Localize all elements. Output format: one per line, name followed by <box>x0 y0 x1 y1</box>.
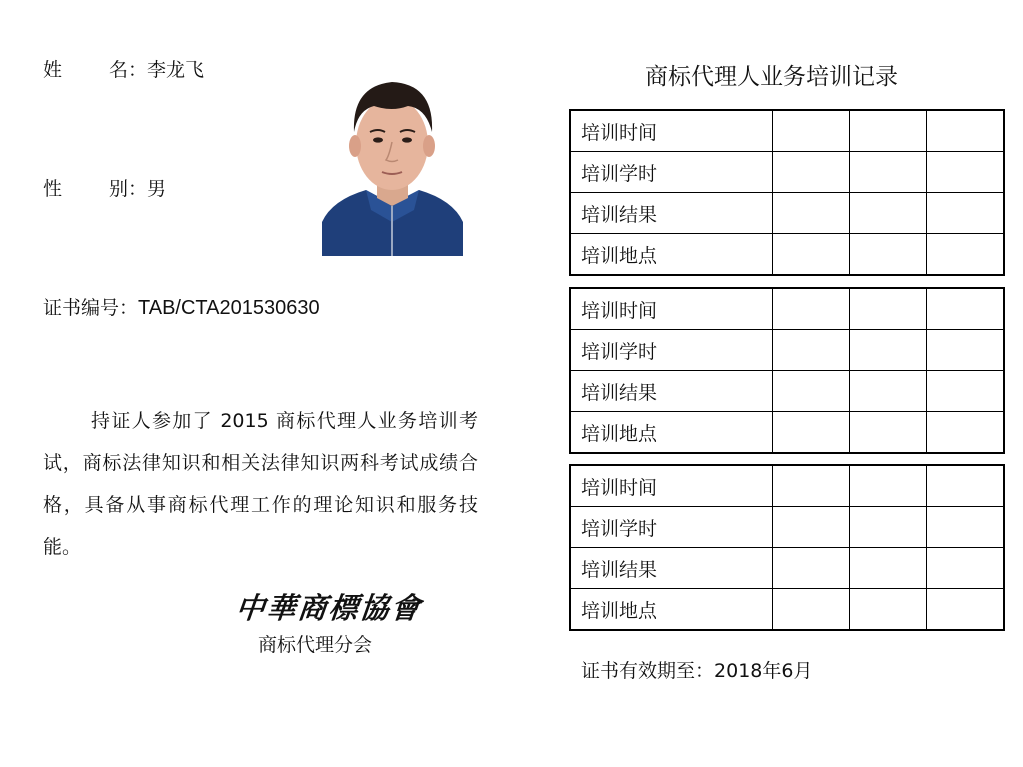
table-row <box>570 589 1004 631</box>
blank-cell <box>773 193 850 234</box>
blank-cell <box>773 412 850 454</box>
validity-line <box>581 656 812 683</box>
row-label: 培训结果 <box>570 371 773 412</box>
blank-cell <box>850 152 927 193</box>
blank-cell <box>850 193 927 234</box>
blank-cell <box>926 193 1004 234</box>
blank-cell <box>926 234 1004 276</box>
blank-cell <box>773 589 850 631</box>
row-label: 培训学时 <box>570 507 773 548</box>
row-label: 培训时间 <box>570 465 773 507</box>
certificate-number-label: 证书编号： <box>43 297 139 319</box>
blank-cell <box>926 465 1004 507</box>
blank-cell <box>926 589 1004 631</box>
table-row <box>570 193 1004 234</box>
row-label: 培训时间 <box>570 110 773 152</box>
blank-cell <box>850 234 927 276</box>
gender-label-2: 别： <box>109 178 148 200</box>
row-label: 培训地点 <box>570 234 773 276</box>
blank-cell <box>850 589 927 631</box>
blank-cell <box>926 288 1004 330</box>
portrait-illustration <box>322 72 463 256</box>
name-value: 李龙飞 <box>147 59 205 81</box>
gender-value: 男 <box>147 178 167 200</box>
validity-label: 证书有效期至： <box>581 660 715 682</box>
table-row <box>570 548 1004 589</box>
blank-cell <box>773 110 850 152</box>
issuer-branch: 商标代理分会 <box>258 634 373 656</box>
blank-cell <box>850 288 927 330</box>
training-record-table-2 <box>569 287 1005 454</box>
portrait-photo <box>322 72 463 256</box>
row-label: 培训地点 <box>570 412 773 454</box>
blank-cell <box>850 330 927 371</box>
table-row <box>570 371 1004 412</box>
certificate-number-field <box>43 296 320 320</box>
blank-cell <box>926 330 1004 371</box>
blank-cell <box>773 234 850 276</box>
table-row <box>570 412 1004 454</box>
blank-cell <box>926 371 1004 412</box>
name-field <box>43 58 204 82</box>
row-label: 培训时间 <box>570 288 773 330</box>
blank-cell <box>773 371 850 412</box>
blank-cell <box>926 152 1004 193</box>
row-label: 培训结果 <box>570 193 773 234</box>
row-label: 培训地点 <box>570 589 773 631</box>
name-label-1: 姓 <box>43 59 63 81</box>
blank-cell <box>926 110 1004 152</box>
name-label-2: 名： <box>109 59 148 81</box>
blank-cell <box>850 507 927 548</box>
blank-cell <box>773 548 850 589</box>
blank-cell <box>850 371 927 412</box>
certificate-number-value: TAB/CTA201530630 <box>138 297 320 319</box>
table-row <box>570 465 1004 507</box>
blank-cell <box>850 412 927 454</box>
blank-cell <box>773 330 850 371</box>
table-row <box>570 110 1004 152</box>
blank-cell <box>850 548 927 589</box>
validity-date: 2018年6月 <box>714 660 813 682</box>
blank-cell <box>773 465 850 507</box>
gender-label-1: 性 <box>43 178 63 200</box>
row-label: 培训学时 <box>570 330 773 371</box>
training-record-title: 商标代理人业务培训记录 <box>645 64 898 90</box>
table-row <box>570 288 1004 330</box>
table-row <box>570 507 1004 548</box>
blank-cell <box>773 152 850 193</box>
blank-cell <box>926 412 1004 454</box>
training-record-table-3 <box>569 464 1005 631</box>
issuer-calligraphy-logo: 中華商標協會 <box>234 591 424 625</box>
row-label: 培训学时 <box>570 152 773 193</box>
training-record-table-1 <box>569 109 1005 276</box>
table-row <box>570 234 1004 276</box>
blank-cell <box>773 288 850 330</box>
gender-field <box>43 177 166 201</box>
certificate-statement: 持证人参加了 2015 商标代理人业务培训考试，商标法律知识和相关法律知识两科考试成绩合格，具备从事商标代理工作的理论知识和服务技能。 <box>43 410 478 558</box>
blank-cell <box>926 548 1004 589</box>
blank-cell <box>773 507 850 548</box>
table-row <box>570 152 1004 193</box>
row-label: 培训结果 <box>570 548 773 589</box>
table-row <box>570 330 1004 371</box>
blank-cell <box>850 110 927 152</box>
blank-cell <box>850 465 927 507</box>
blank-cell <box>926 507 1004 548</box>
